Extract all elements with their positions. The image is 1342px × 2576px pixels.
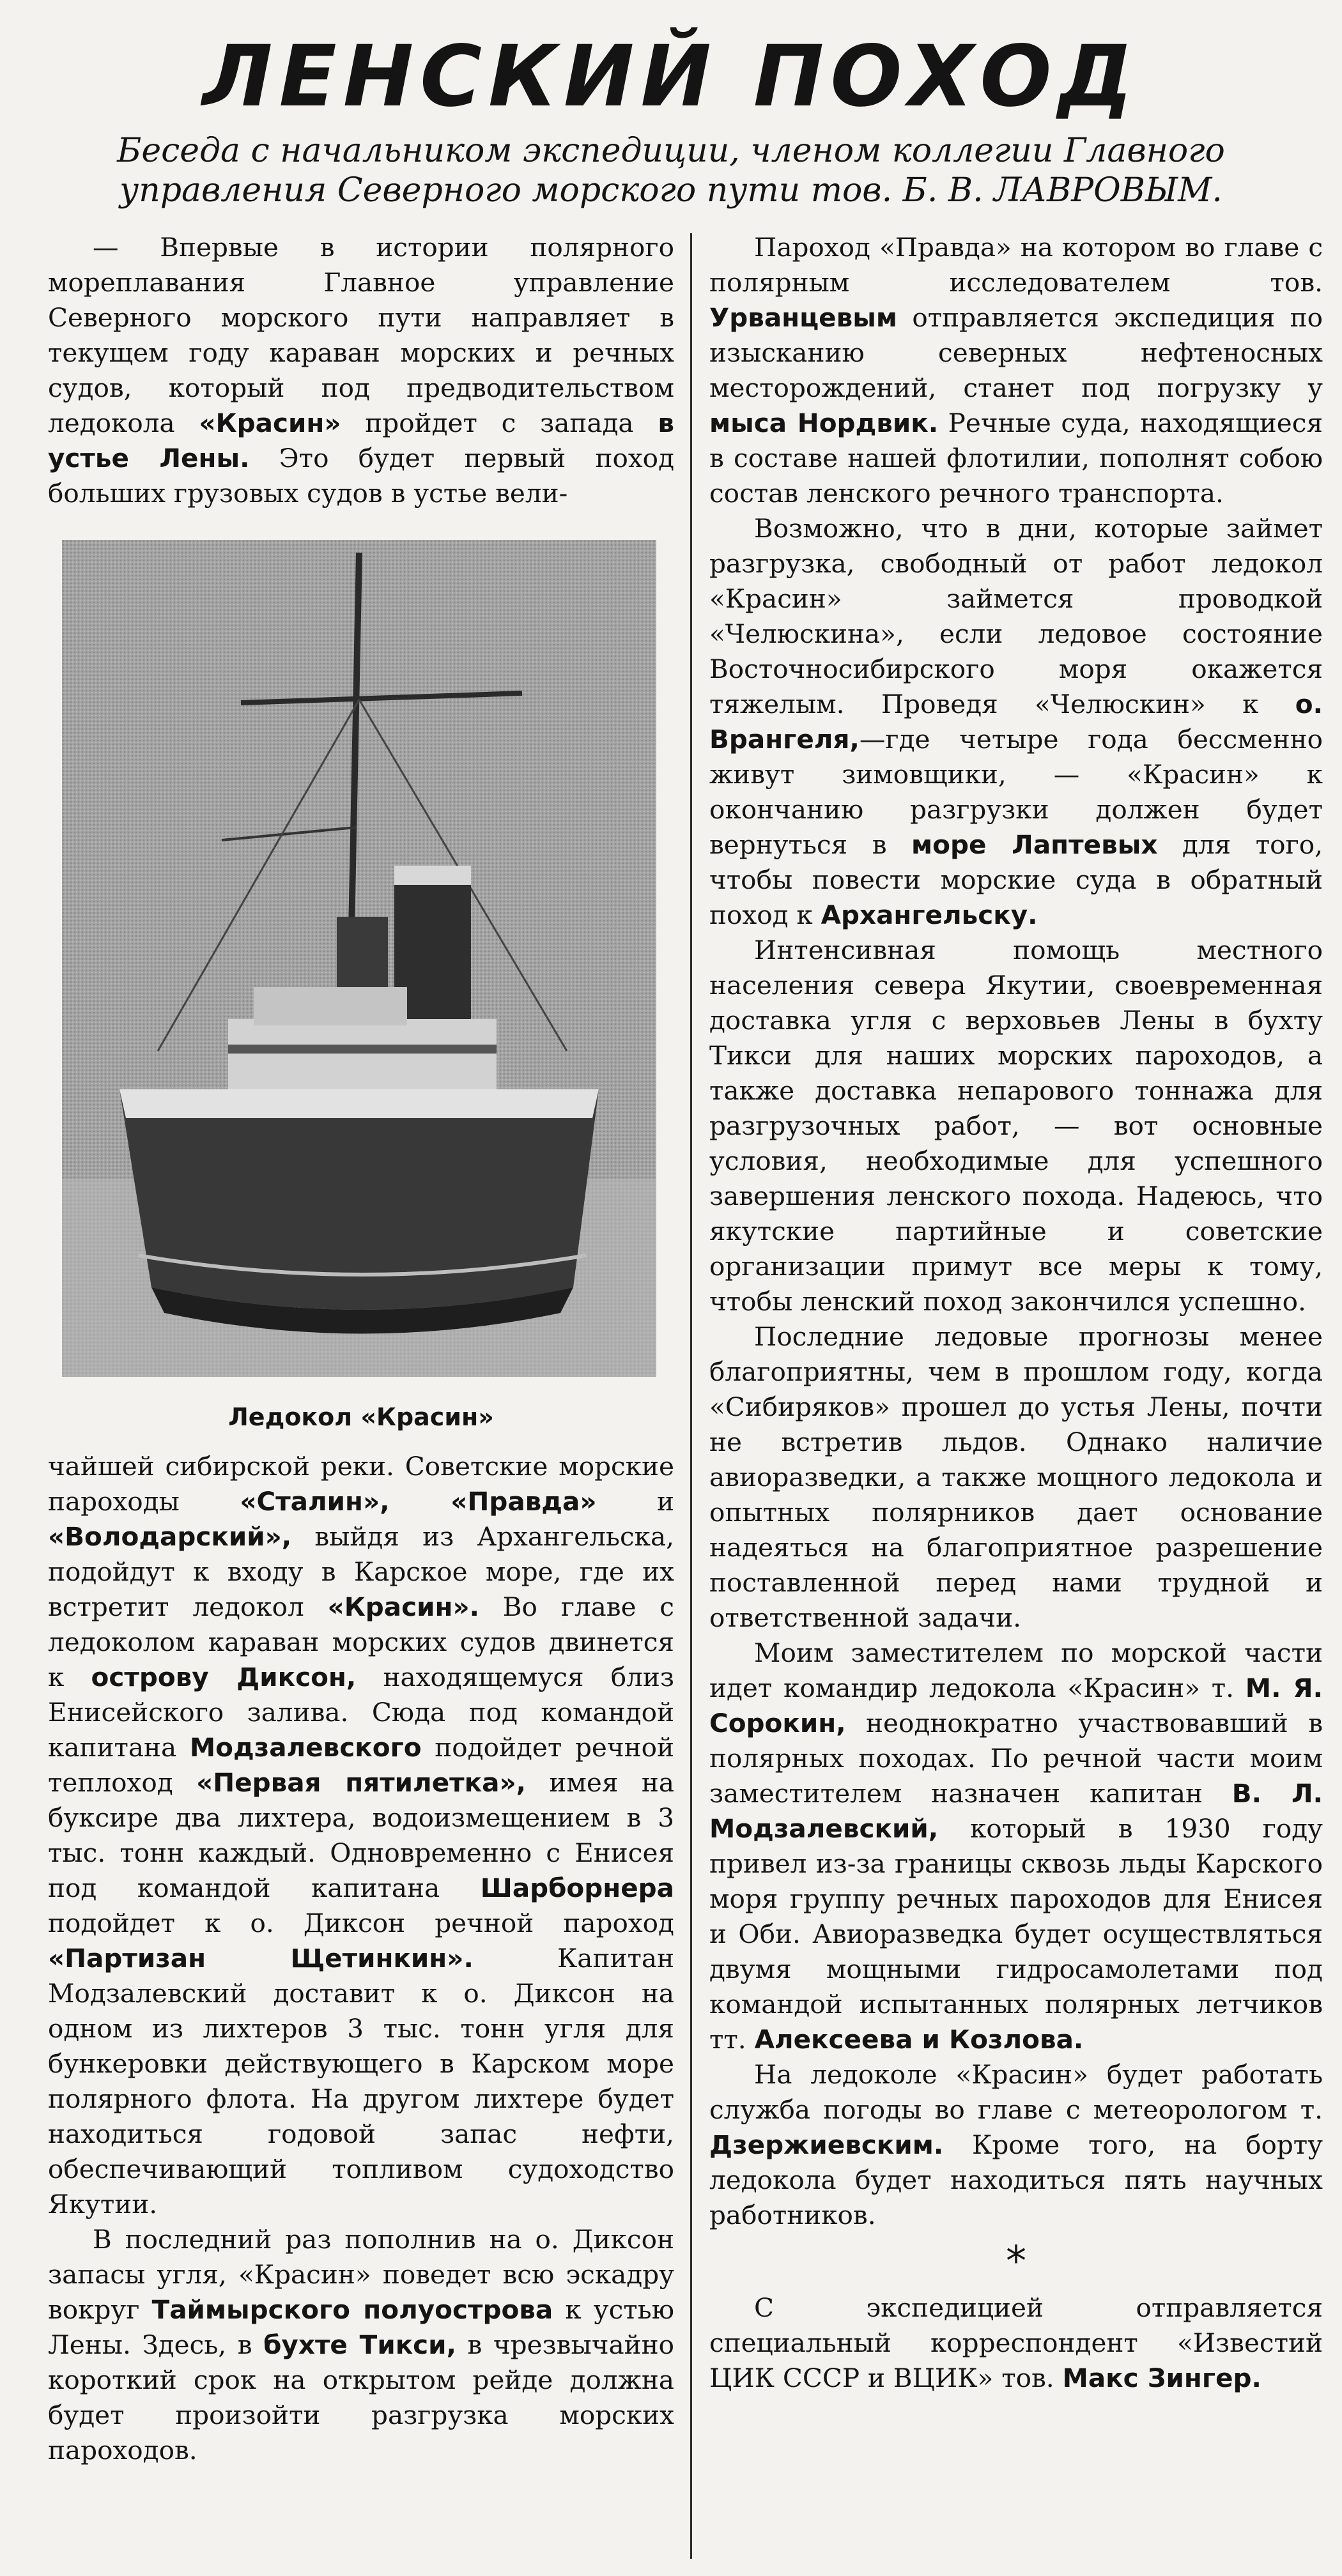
paragraph: — Впервые в истории полярного мореплавания Главное управление Северного морского пути направляет в текущем году караван морских и речных судов, который под предводительством ледокола «Красин» пройдет с запада в устье Лены. Это будет первый поход больших грузовых судов в устье вели- (48, 232, 675, 509)
paragraph: С экспедицией отправляется специальный корреспондент «Известий ЦИК СССР и ВЦИК» тов. Макс Зингер. (709, 2292, 1323, 2393)
column-divider (690, 233, 692, 2559)
paragraph: чайшей сибирской реки. Советские морские пароходы «Сталин», «Правда» и «Володарский», выйдя из Архангельска, подойдут к входу в Карское море, где их встретит ледокол «Красин». Во главе с ледоколом караван морских судов двинется к острову Диксон, находящемуся близ Енисейского залива. Сюда под командой капитана Модзалевского подойдет речной теплоход «Первая пятилетка», имея на буксире два лихтера, водоизмещением в 3 тыс. тонн каждый. Одновременно с Енисея под командой капитана Шарборнера подойдет к о. Диксон речной пароход «Партизан Щетинкин». Капитан Модзалевский доставит к о. Диксон на одном из лихтеров 3 тыс. тонн угля для бункеровки действующего в Карском море полярного флота. На другом лихтере будет находиться годовой запас нефти, обеспечивающий топливом судоходство Якутии. (48, 1451, 674, 2220)
asterisk-divider: * (1006, 2238, 1026, 2285)
paragraph: В последний раз пополнив на о. Диксон запасы угля, «Красин» поведет всю эскадру вокруг Таймырского полуострова к устью Лены. Здесь, в бухте Тикси, в чрезвычайно короткий срок на открытом рейде должна будет произойти разгрузка морских пароходов. (48, 2224, 674, 2465)
photo-caption: Ледокол «Красин» (228, 1403, 494, 1431)
right-column (709, 230, 1323, 2396)
paragraph: На ледоколе «Красин» будет работать служба погоды во главе с метеорологом т. Дзержиевским. Кроме того, на борту ледокола будет находиться пять научных работников. (709, 2059, 1323, 2230)
paragraph: Пароход «Правда» на котором во главе с полярным исследователем тов. Урванцевым отправляется экспедиция по изысканию северных нефтеносных месторождений, станет под погрузку у мыса Нордвик. Речные суда, находящиеся в составе нашей флотилии, пополнят собою состав ленского речного транспорта. (709, 232, 1323, 509)
paragraph: Интенсивная помощь местного населения севера Якутии, своевременная доставка угля с верховьев Лены в бухту Тикси для наших морских пароходов, а также доставка непарового тоннажа для разгрузочных работ, — вот основные условия, необходимые для успешного завершения ленского похода. Надеюсь, что якутские партийные и советские организации примут все меры к тому, чтобы ленский поход закончился успешно. (709, 935, 1323, 1317)
left-column (48, 230, 674, 2468)
subtitle: Беседа с начальником экспедиции, членом коллегии Главного управления Северного морского пути тов. Б. В. ЛАВРОВЫМ. (117, 132, 1225, 210)
paragraph: Последние ледовые прогнозы менее благоприятны, чем в прошлом году, когда «Сибиряков» прошел до устья Лены, почти не встретив льдов. Однако наличие авиоразведки, а также мощного ледокола и опытных полярников дает основание надеяться на благоприятное разрешение поставленной перед нами трудной и ответственной задачи. (709, 1321, 1323, 1633)
headline: ЛЕНСКИЙ ПОХОД (202, 27, 1140, 126)
paragraph: Моим заместителем по морской части идет командир ледокола «Красин» т. М. Я. Сорокин, неоднократно участвовавший в полярных походах. По речной части моим заместителем назначен капитан В. Л. Модзалевский, который в 1930 году привел из-за границы сквозь льды Карского моря группу речных пароходов для Енисея и Оби. Авиоразведка будет осуществляться двумя мощными гидросамолетами под командой испытанных полярных летчиков тт. Алексеева и Козлова. (709, 1637, 1323, 2055)
paragraph: Возможно, что в дни, которые займет разгрузка, свободный от работ ледокол «Красин» займется проводкой «Челюскина», если ледовое состояние Восточносибирского моря окажется тяжелым. Проведя «Челюскин» к о. Врангеля,—где четыре года бессменно живут зимовщики, — «Красин» к окончанию разгрузки должен будет вернуться в море Лаптевых для того, чтобы повести морские суда в обратный поход к Архангельску. (709, 513, 1323, 930)
icebreaker-photo (62, 540, 656, 1377)
